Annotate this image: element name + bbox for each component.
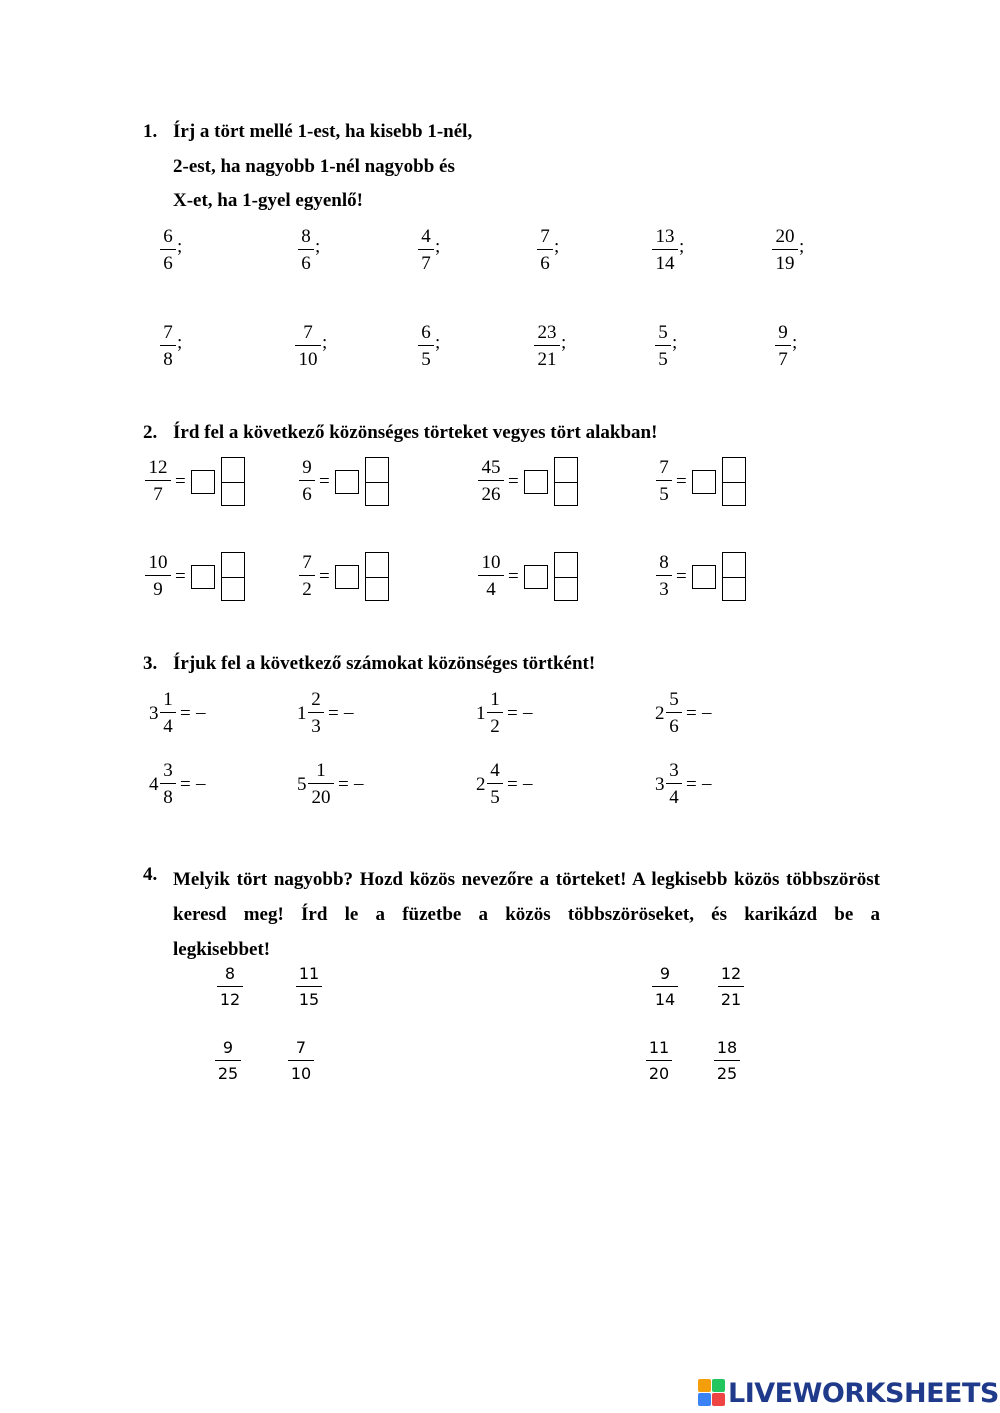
liveworksheets-logo — [698, 1376, 999, 1410]
equals-sign: = — [686, 774, 697, 795]
fraction-numerator: 7 — [303, 322, 313, 343]
separator-semicolon: ; — [177, 332, 183, 353]
fraction-denominator: 25 — [217, 1064, 239, 1083]
fraction-numerator: 7 — [540, 226, 550, 247]
fraction-input-divider — [366, 577, 388, 578]
q3-title: Írjuk fel a következő számokat közönséges törtként! — [173, 653, 596, 674]
q4-text: Melyik tört nagyobb? Hozd közös nevezőre a törteket! A legkisebb közös többszöröst keresd meg! Írd le a füzetbe a közös többszöröseket, és karikázd be a — [173, 869, 880, 925]
equals-sign: = — [175, 471, 186, 492]
equals-sign: = — [180, 703, 191, 724]
fraction — [217, 966, 243, 1008]
whole-number-input[interactable] — [191, 565, 215, 589]
fraction-bar — [656, 480, 672, 481]
fraction-bar — [217, 986, 243, 987]
fraction-bar — [308, 783, 334, 784]
fraction-numerator: 7 — [302, 552, 312, 573]
equals-sign: = — [319, 566, 330, 587]
fraction-input-divider — [366, 482, 388, 483]
fraction-numerator: 11 — [298, 964, 320, 983]
q4-number: 4. — [143, 864, 158, 885]
q1-number: 1. — [143, 121, 158, 142]
fraction-denominator: 7 — [778, 349, 788, 370]
fraction-bar — [652, 986, 678, 987]
fraction-bar — [487, 712, 503, 713]
fraction-input-divider — [222, 577, 244, 578]
fraction — [718, 966, 744, 1008]
fraction — [308, 761, 334, 807]
equals-sign: = — [507, 703, 518, 724]
q1-line-1: Írj a tört mellé 1-est, ha kisebb 1-nél, — [173, 121, 473, 142]
fraction-input-divider — [723, 577, 745, 578]
fraction-input[interactable] — [221, 457, 245, 506]
separator-semicolon: ; — [679, 236, 685, 257]
fraction — [775, 323, 791, 369]
equals-sign: = — [676, 566, 687, 587]
fraction-denominator: 7 — [153, 484, 163, 505]
fraction-numerator: 13 — [655, 226, 675, 247]
fraction-denominator: 4 — [669, 787, 679, 808]
separator-semicolon: ; — [799, 236, 805, 257]
fraction-denominator: 8 — [163, 787, 173, 808]
fraction-denominator: 3 — [311, 716, 321, 737]
fraction-input[interactable] — [722, 552, 746, 601]
fraction-denominator: 8 — [163, 349, 173, 370]
q3-number: 3. — [143, 653, 158, 674]
fraction-denominator: 5 — [659, 484, 669, 505]
whole-number-input[interactable] — [524, 565, 548, 589]
separator-semicolon: ; — [672, 332, 678, 353]
answer-dash: – — [196, 702, 206, 723]
whole-number: 2 — [476, 774, 486, 795]
q2-title: Írd fel a következő közönséges törteket vegyes tört alakban! — [173, 422, 658, 443]
logo-square-3 — [698, 1393, 711, 1406]
fraction-bar — [772, 249, 798, 250]
equals-sign: = — [508, 471, 519, 492]
fraction-numerator: 23 — [537, 322, 557, 343]
fraction-bar — [652, 249, 678, 250]
fraction-numerator: 7 — [163, 322, 173, 343]
fraction-bar — [666, 712, 682, 713]
fraction-bar — [145, 575, 171, 576]
whole-number-input[interactable] — [692, 565, 716, 589]
fraction-bar — [534, 345, 560, 346]
fraction-denominator: 2 — [302, 579, 312, 600]
fraction — [652, 227, 678, 273]
fraction — [160, 690, 176, 736]
fraction-numerator: 11 — [648, 1038, 670, 1057]
fraction-numerator: 7 — [659, 457, 669, 478]
fraction-numerator: 18 — [716, 1038, 738, 1057]
fraction-denominator: 20 — [311, 787, 331, 808]
fraction — [656, 553, 672, 599]
separator-semicolon: ; — [177, 236, 183, 257]
fraction — [308, 690, 324, 736]
fraction-bar — [646, 1060, 672, 1061]
whole-number-input[interactable] — [524, 470, 548, 494]
fraction-bar — [418, 345, 434, 346]
fraction — [299, 458, 315, 504]
fraction-denominator: 9 — [153, 579, 163, 600]
equals-sign: = — [507, 774, 518, 795]
fraction-numerator: 8 — [301, 226, 311, 247]
q1-line-3: X-et, ha 1-gyel egyenlő! — [173, 190, 363, 211]
whole-number: 2 — [655, 703, 665, 724]
whole-number-input[interactable] — [335, 470, 359, 494]
logo-square-4 — [712, 1393, 725, 1406]
fraction — [487, 690, 503, 736]
whole-number: 1 — [476, 703, 486, 724]
fraction-bar — [298, 249, 314, 250]
fraction-denominator: 26 — [481, 484, 501, 505]
fraction — [772, 227, 798, 273]
fraction-input[interactable] — [554, 552, 578, 601]
fraction-denominator: 19 — [775, 253, 795, 274]
whole-number-input[interactable] — [191, 470, 215, 494]
fraction-numerator: 6 — [421, 322, 431, 343]
fraction — [534, 323, 560, 369]
fraction-input[interactable] — [221, 552, 245, 601]
fraction-bar — [666, 783, 682, 784]
fraction — [296, 966, 322, 1008]
whole-number: 4 — [149, 774, 159, 795]
whole-number-input[interactable] — [692, 470, 716, 494]
fraction-denominator: 6 — [163, 253, 173, 274]
fraction-denominator: 4 — [163, 716, 173, 737]
fraction-bar — [656, 575, 672, 576]
fraction — [487, 761, 503, 807]
fraction-input[interactable] — [554, 457, 578, 506]
fraction-input-divider — [555, 482, 577, 483]
equals-sign: = — [328, 703, 339, 724]
fraction — [299, 553, 315, 599]
equals-sign: = — [319, 471, 330, 492]
fraction-bar — [160, 712, 176, 713]
fraction-bar — [160, 345, 176, 346]
fraction-bar — [299, 480, 315, 481]
fraction-denominator: 25 — [716, 1064, 738, 1083]
fraction-denominator: 20 — [648, 1064, 670, 1083]
logo-square-1 — [698, 1379, 711, 1392]
answer-dash: – — [196, 773, 206, 794]
fraction-denominator: 4 — [486, 579, 496, 600]
equals-sign: = — [676, 471, 687, 492]
answer-dash: – — [344, 702, 354, 723]
fraction-numerator: 45 — [481, 457, 501, 478]
whole-number-input[interactable] — [335, 565, 359, 589]
fraction — [666, 761, 682, 807]
fraction-numerator: 20 — [775, 226, 795, 247]
fraction-bar — [537, 249, 553, 250]
fraction-numerator: 9 — [659, 964, 671, 983]
fraction-bar — [215, 1060, 241, 1061]
fraction — [656, 458, 672, 504]
equals-sign: = — [180, 774, 191, 795]
fraction-input[interactable] — [365, 457, 389, 506]
fraction — [298, 227, 314, 273]
separator-semicolon: ; — [435, 236, 441, 257]
fraction-denominator: 21 — [720, 990, 742, 1009]
fraction — [714, 1040, 740, 1082]
fraction-denominator: 5 — [421, 349, 431, 370]
whole-number: 1 — [297, 703, 307, 724]
fraction — [652, 966, 678, 1008]
fraction-numerator: 10 — [481, 552, 501, 573]
fraction-denominator: 5 — [658, 349, 668, 370]
fraction — [478, 553, 504, 599]
fraction-denominator: 5 — [490, 787, 500, 808]
fraction — [655, 323, 671, 369]
fraction-denominator: 6 — [669, 716, 679, 737]
fraction — [646, 1040, 672, 1082]
fraction-bar — [295, 345, 321, 346]
fraction-bar — [718, 986, 744, 987]
fraction-numerator: 3 — [163, 760, 173, 781]
answer-dash: – — [354, 773, 364, 794]
fraction-input-divider — [222, 482, 244, 483]
fraction-denominator: 12 — [219, 990, 241, 1009]
q1-line-2: 2-est, ha nagyobb 1-nél nagyobb és — [173, 156, 455, 177]
fraction-input-divider — [723, 482, 745, 483]
q4-text-last-line: legkisebbet! — [173, 939, 271, 960]
fraction-numerator: 7 — [295, 1038, 307, 1057]
fraction-input[interactable] — [365, 552, 389, 601]
separator-semicolon: ; — [435, 332, 441, 353]
fraction-numerator: 6 — [163, 226, 173, 247]
fraction-bar — [296, 986, 322, 987]
fraction-input[interactable] — [722, 457, 746, 506]
fraction — [160, 323, 176, 369]
fraction-denominator: 14 — [654, 990, 676, 1009]
fraction-bar — [714, 1060, 740, 1061]
fraction — [160, 227, 176, 273]
fraction-denominator: 2 — [490, 716, 500, 737]
liveworksheets-logo-icon — [698, 1379, 726, 1407]
fraction-denominator: 14 — [655, 253, 675, 274]
whole-number: 3 — [149, 703, 159, 724]
fraction-numerator: 10 — [148, 552, 168, 573]
fraction-denominator: 15 — [298, 990, 320, 1009]
separator-semicolon: ; — [322, 332, 328, 353]
logo-text: LIVEWORKSHEETS — [728, 1377, 999, 1409]
fraction — [145, 553, 171, 599]
fraction-bar — [478, 480, 504, 481]
fraction-bar — [145, 480, 171, 481]
fraction-numerator: 9 — [222, 1038, 234, 1057]
whole-number: 5 — [297, 774, 307, 795]
fraction — [418, 323, 434, 369]
fraction — [295, 323, 321, 369]
fraction-numerator: 1 — [163, 689, 173, 710]
fraction — [145, 458, 171, 504]
fraction-bar — [478, 575, 504, 576]
separator-semicolon: ; — [792, 332, 798, 353]
fraction-numerator: 2 — [311, 689, 321, 710]
fraction-denominator: 10 — [298, 349, 318, 370]
fraction-bar — [308, 712, 324, 713]
fraction-bar — [160, 783, 176, 784]
fraction-denominator: 10 — [290, 1064, 312, 1083]
fraction-numerator: 9 — [778, 322, 788, 343]
fraction-denominator: 6 — [302, 484, 312, 505]
fraction-denominator: 3 — [659, 579, 669, 600]
fraction-bar — [288, 1060, 314, 1061]
answer-dash: – — [523, 773, 533, 794]
fraction — [160, 761, 176, 807]
fraction-denominator: 6 — [301, 253, 311, 274]
fraction-bar — [775, 345, 791, 346]
fraction-denominator: 21 — [537, 349, 557, 370]
answer-dash: – — [702, 773, 712, 794]
answer-dash: – — [702, 702, 712, 723]
fraction-numerator: 12 — [720, 964, 742, 983]
equals-sign: = — [338, 774, 349, 795]
separator-semicolon: ; — [561, 332, 567, 353]
fraction-numerator: 8 — [224, 964, 236, 983]
fraction-input-divider — [555, 577, 577, 578]
fraction — [418, 227, 434, 273]
fraction-bar — [487, 783, 503, 784]
equals-sign: = — [508, 566, 519, 587]
q2-number: 2. — [143, 422, 158, 443]
whole-number: 3 — [655, 774, 665, 795]
fraction-numerator: 8 — [659, 552, 669, 573]
fraction-bar — [299, 575, 315, 576]
fraction-numerator: 4 — [421, 226, 431, 247]
fraction — [215, 1040, 241, 1082]
fraction-numerator: 1 — [490, 689, 500, 710]
fraction-numerator: 1 — [316, 760, 326, 781]
fraction-numerator: 5 — [669, 689, 679, 710]
separator-semicolon: ; — [315, 236, 321, 257]
fraction-denominator: 7 — [421, 253, 431, 274]
fraction — [288, 1040, 314, 1082]
fraction-numerator: 9 — [302, 457, 312, 478]
fraction-numerator: 12 — [148, 457, 168, 478]
fraction-numerator: 5 — [658, 322, 668, 343]
fraction-bar — [160, 249, 176, 250]
fraction-bar — [655, 345, 671, 346]
answer-dash: – — [523, 702, 533, 723]
fraction-numerator: 3 — [669, 760, 679, 781]
fraction-numerator: 4 — [490, 760, 500, 781]
logo-square-2 — [712, 1379, 725, 1392]
equals-sign: = — [686, 703, 697, 724]
fraction — [666, 690, 682, 736]
fraction — [537, 227, 553, 273]
equals-sign: = — [175, 566, 186, 587]
fraction — [478, 458, 504, 504]
separator-semicolon: ; — [554, 236, 560, 257]
fraction-denominator: 6 — [540, 253, 550, 274]
fraction-bar — [418, 249, 434, 250]
